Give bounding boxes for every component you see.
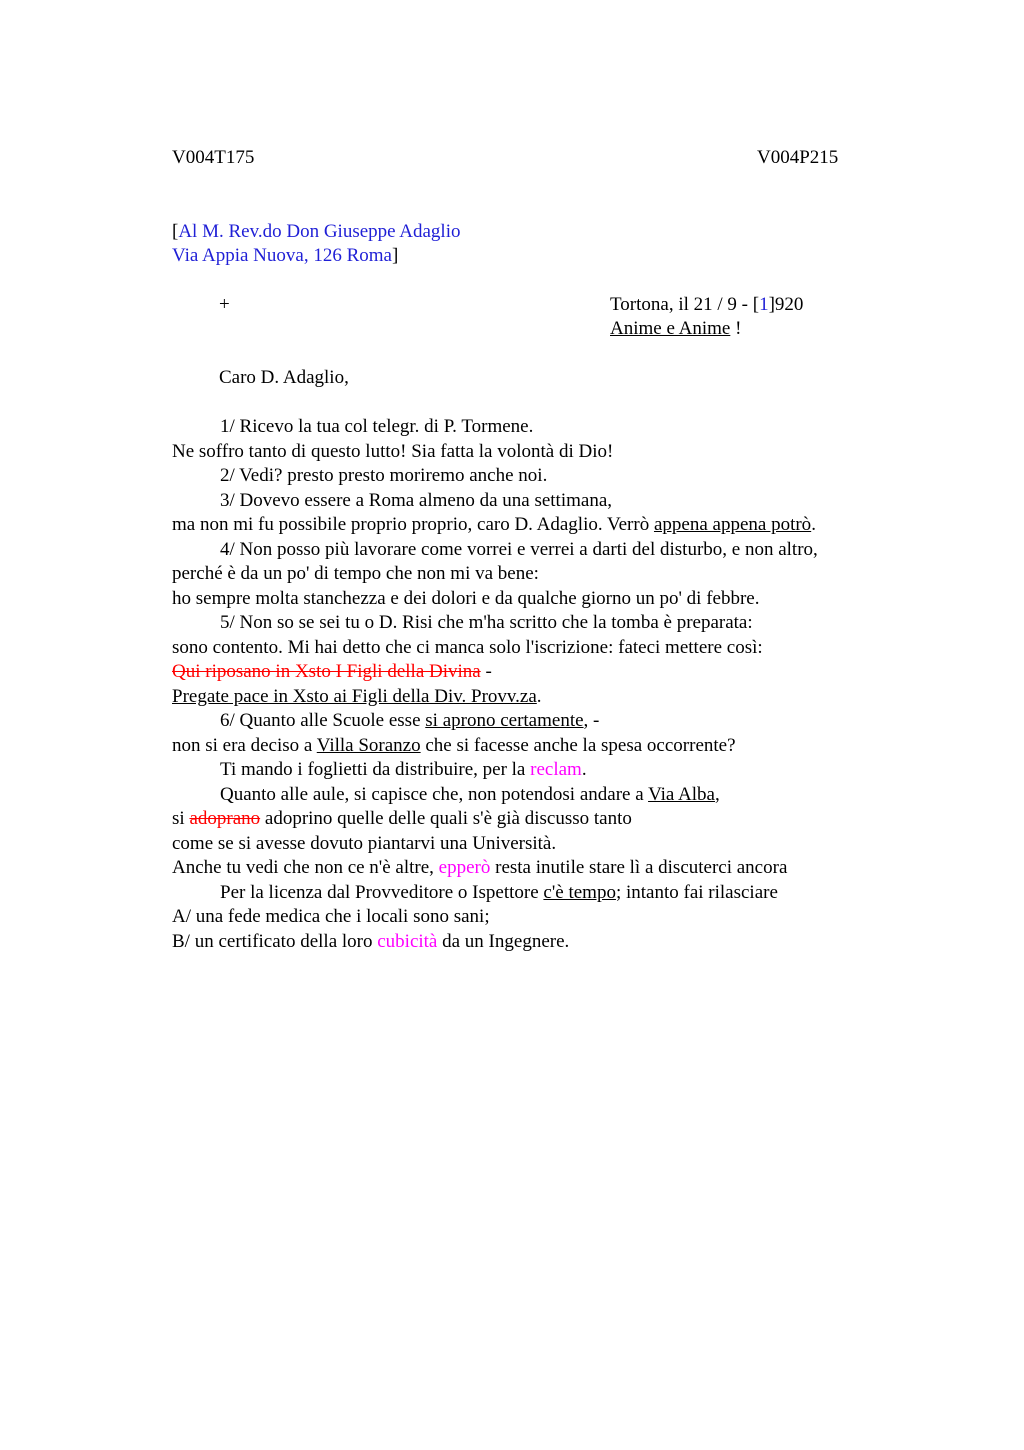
deleted-text: adoprano bbox=[189, 808, 261, 829]
highlighted-text: cubicità bbox=[377, 930, 438, 952]
text-run: . bbox=[536, 685, 542, 707]
highlighted-text: epperò bbox=[438, 857, 491, 878]
underlined-text: c'è tempo bbox=[543, 881, 616, 903]
underlined-text: si aprono certamente bbox=[425, 710, 584, 731]
text-run: si bbox=[172, 808, 190, 829]
underlined-text: Villa Soranzo bbox=[316, 734, 421, 756]
text-run: , - bbox=[583, 710, 600, 731]
doc-code-right: V004P215 bbox=[757, 147, 839, 168]
dateline-suffix: ]920 bbox=[768, 294, 804, 315]
body-line: 1/ Ricevo la tua col telegr. di P. Tormene. bbox=[220, 416, 534, 437]
text-run: . bbox=[581, 759, 587, 780]
salutation: Caro D. Adaglio, bbox=[219, 367, 349, 388]
text-run: resta inutile stare lì a discuterci ancora bbox=[490, 857, 788, 878]
body-line: A/ una fede medica che i locali sono sani; bbox=[172, 906, 490, 927]
body-line: perché è da un po' di tempo che non mi va bene: bbox=[172, 563, 539, 584]
address-line-2 bbox=[172, 244, 398, 269]
body-line: 3/ Dovevo essere a Roma almeno da una settimana, bbox=[220, 489, 613, 511]
body-line bbox=[172, 758, 902, 783]
body-line bbox=[172, 513, 902, 538]
body-line: 5/ Non so se sei tu o D. Risi che m'ha scritto che la tomba è preparata: bbox=[220, 612, 753, 633]
text-run: Per la licenza dal Provveditore o Ispettore bbox=[220, 881, 544, 903]
address-recipient: Al M. Rev.do Don Giuseppe Adaglio bbox=[178, 221, 461, 242]
dateline-prefix: Tortona, il 21 / 9 - [ bbox=[610, 294, 760, 315]
text-run: adoprino quelle delle quali s'è già discusso tanto bbox=[260, 808, 632, 829]
highlighted-text: reclam bbox=[530, 759, 582, 780]
underlined-text: appena appena potrò bbox=[653, 514, 812, 535]
text-run: da un Ingegnere. bbox=[437, 930, 570, 952]
body-line bbox=[172, 807, 902, 832]
underlined-text: Via Alba bbox=[648, 783, 715, 805]
letter-body bbox=[172, 415, 902, 954]
body-line: 4/ Non posso più lavorare come vorrei e verrei a darti del disturbo, e non altro, bbox=[220, 538, 818, 560]
text-run: . bbox=[811, 514, 816, 535]
dateline-year-digit: 1 bbox=[759, 294, 769, 315]
motto bbox=[610, 317, 741, 342]
text-run: ; intanto fai rilasciare bbox=[615, 881, 778, 903]
body-line bbox=[172, 856, 902, 881]
text-run: Ti mando i foglietti da distribuire, per la bbox=[220, 759, 531, 780]
text-run: , bbox=[715, 783, 720, 805]
text-run: che si facesse anche la spesa occorrente? bbox=[420, 734, 736, 756]
underlined-text: Pregate pace in Xsto ai Figli della Div. Provv.za bbox=[172, 685, 537, 707]
body-line: come se si avesse dovuto piantarvi una Università. bbox=[172, 832, 557, 854]
address-open-bracket: [ bbox=[172, 221, 179, 242]
body-line bbox=[172, 881, 902, 906]
body-line: 2/ Vedi? presto presto moriremo anche noi. bbox=[220, 465, 548, 486]
text-run: non si era deciso a bbox=[172, 734, 317, 756]
cross-symbol: + bbox=[219, 294, 230, 315]
text-run: Quanto alle aule, si capisce che, non potendosi andare a bbox=[220, 783, 649, 805]
address-close-bracket: ] bbox=[391, 245, 399, 266]
dateline bbox=[610, 293, 803, 318]
body-line: sono contento. Mi hai detto che ci manca solo l'iscrizione: fateci mettere così: bbox=[172, 636, 763, 658]
motto-tail: ! bbox=[730, 318, 742, 339]
text-run: Anche tu vedi che non ce n'è altre, bbox=[172, 857, 439, 878]
text-run: 6/ Quanto alle Scuole esse bbox=[220, 710, 426, 731]
doc-code-left: V004T175 bbox=[172, 147, 255, 168]
address-line-1 bbox=[172, 220, 461, 245]
text-run: B/ un certificato della loro bbox=[172, 930, 378, 952]
body-line bbox=[172, 783, 902, 808]
body-line bbox=[172, 685, 902, 710]
text-run: ma non mi fu possibile proprio proprio, caro D. Adaglio. Verrò bbox=[172, 514, 654, 535]
body-line: Ne soffro tanto di questo lutto! Sia fatta la volontà di Dio! bbox=[172, 440, 614, 462]
body-line bbox=[172, 709, 902, 734]
address-street: Via Appia Nuova, 126 Roma bbox=[172, 245, 392, 266]
body-line bbox=[172, 734, 902, 759]
body-line bbox=[172, 930, 902, 955]
deleted-text: Qui riposano in Xsto I Figli della Divina bbox=[172, 661, 481, 682]
text-run: - bbox=[480, 661, 492, 682]
motto-underlined: Anime e Anime bbox=[610, 318, 731, 339]
body-line bbox=[172, 660, 902, 685]
body-line: ho sempre molta stanchezza e dei dolori e da qualche giorno un po' di febbre. bbox=[172, 587, 760, 609]
